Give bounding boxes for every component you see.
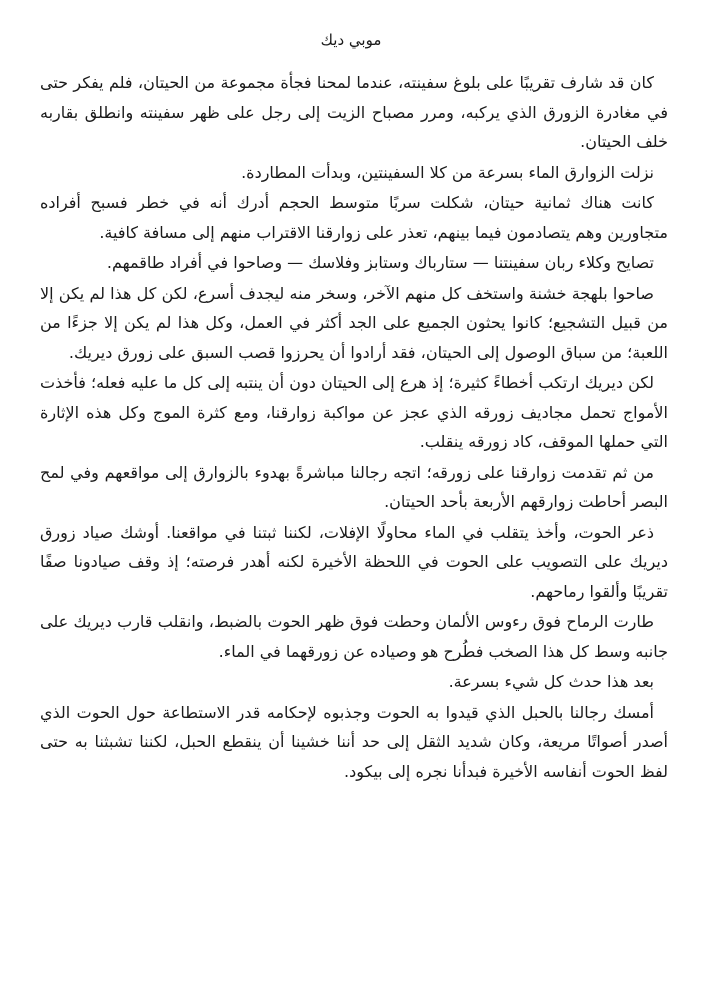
paragraph: كان قد شارف تقريبًا على بلوغ سفينته، عندما لمحنا فجأة مجموعة من الحيتان، فلم يفكر حتى في مغادرة الزورق الذي يركبه، ومرر مصباح الزيت إلى رجل على ظهر سفينته وانطلق بقاربه خلف الحيتان. — [40, 73, 668, 151]
running-header-title: موبي ديك — [320, 31, 382, 49]
paragraph: لكن ديريك ارتكب أخطاءً كثيرة؛ إذ هرع إلى الحيتان دون أن ينتبه إلى كل ما عليه فعله؛ فأخذت الأمواج تحمل مجاديف زورقه الذي عجز عن مواكبة زوارقنا، ومع كثرة الموج وكل هذه الإثارة التي حملها الموقف، كاد زورقه ينقلب. — [40, 373, 668, 451]
paragraph: كانت هناك ثمانية حيتان، شكلت سربًا متوسط الحجم أدرك أنه في خطر فسبح أفراده متجاورين وهم يتصادمون فيما بينهم، تعذر على زوارقنا الاقتراب منهم إلى مسافة كافية. — [40, 193, 668, 242]
paragraph: من ثم تقدمت زوارقنا على زورقه؛ اتجه رجالنا مباشرةً بهدوء بالزوارق إلى مواقعهم وفي لمح البصر أحاطت زوارقهم الأربعة بأحد الحيتان. — [40, 462, 668, 511]
paragraph: ذعر الحوت، وأخذ يتقلب في الماء محاولًا الإفلات، لكننا ثبتنا في مواقعنا. أوشك صياد زورق ديريك على التصويب على الحوت في اللحظة الأخيرة لكنه أهدر فرصته؛ إذ وقف صيادونا صفًا تقريبًا وألقوا رماحهم. — [40, 522, 668, 601]
chapter-body — [40, 68, 668, 787]
paragraph: نزلت الزوارق الماء بسرعة من كلا السفينتين، وبدأت المطاردة. — [241, 162, 654, 182]
paragraph: بعد هذا حدث كل شيء بسرعة. — [448, 672, 654, 691]
paragraph: طارت الرماح فوق رءوس الألمان وحطت فوق ظهر الحوت بالضبط، وانقلب قارب ديريك على جانبه وسط كل هذا الصخب فطُرح هو وصياده عن زورقهما في الماء. — [40, 612, 668, 661]
paragraph: أمسك رجالنا بالحبل الذي قيدوا به الحوت وجذبوه لإحكامه قدر الاستطاعة حول الحوت الذي أصدر أصواتًا مريعة، وكان شديد الثقل إلى حد أننا خشينا أن ينقطع الحبل، لكننا تشبثنا به حتى لفظ الحوت أنفاسه الأخيرة فبدأنا نجره إلى بيكود. — [40, 702, 668, 781]
paragraph: صاحوا بلهجة خشنة واستخف كل منهم الآخر، وسخر منه ليجدف أسرع، لكن كل هذا لم يكن إلا من قبيل التشجيع؛ كانوا يحثون الجميع على الجد أكثر في العمل، وكل هذا لم يكن إلا جزءًا من اللعبة؛ من سباق الوصول إلى الحيتان، فقد أرادوا أن يحرزوا قصب السبق على زورق ديريك. — [40, 283, 668, 362]
paragraph: تصايح وكلاء ربان سفينتنا — ستارباك وستابز وفلاسك — وصاحوا في أفراد طاقمهم. — [106, 253, 654, 272]
